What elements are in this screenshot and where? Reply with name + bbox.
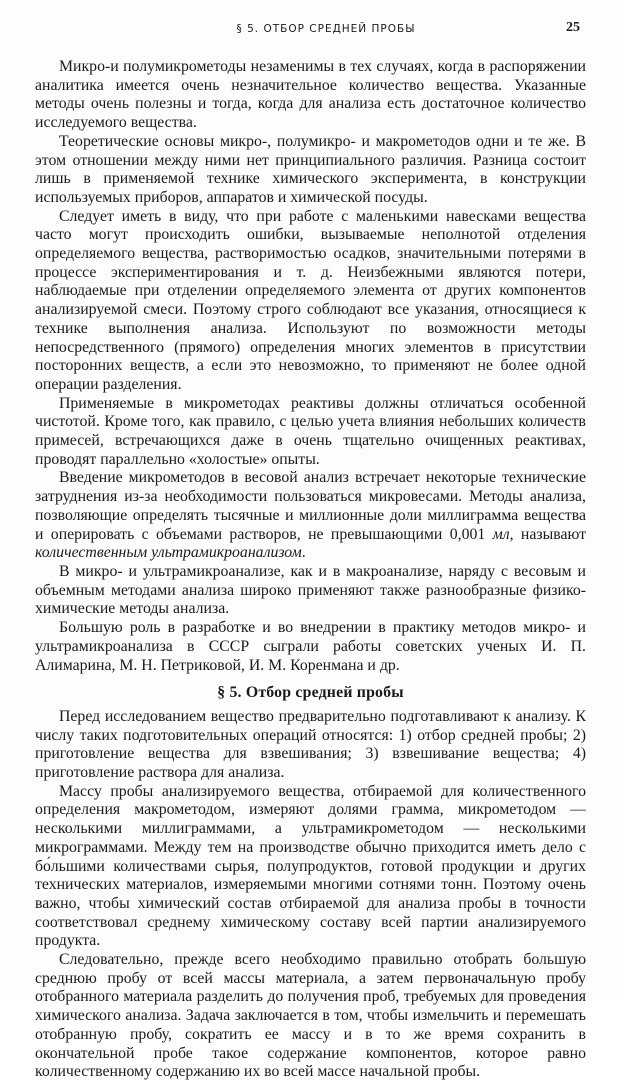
paragraph-preparation: Перед исследованием вещество предварительно подготавливают к анализу. К числу таких подготовительных операций относятся: 1) отбор средней пробы; 2) приготовление вещества для взвешивания; 3) взвешивание вещества; 4) приготовление раствора для анализа. <box>35 707 586 782</box>
page-number: 25 <box>566 20 580 35</box>
section-heading: § 5. Отбор средней пробы <box>217 684 404 702</box>
ultramicro-mid: , называют <box>509 525 586 543</box>
paragraph-sampling-procedure: Следовательно, прежде всего необходимо правильно отобрать большую среднюю пробу от всей массы материала, а затем первоначальную пробу отобранного материала разделить до получения проб, требуемых для проведения химического анализа. Задача заключается в том, чтобы измельчить и перемешать отобранную пробу, сократить ее массу и в то же время сохранить в окончательной пробе такое содержание компонентов, которое равно количественному содержанию их во всей массе начальной пробы. <box>35 951 586 1081</box>
paragraph-soviet-scientists: Большую роль в разработке и во внедрении в практику методов микро- и ультрамикроанализа в СССР сыграли работы советских ученых И. П. Алимарина, М. Н. Петриковой, И. М. Коренмана и др. <box>35 619 586 674</box>
page-body <box>35 58 586 1082</box>
running-title: § 5. ОТБОР СРЕДНЕЙ ПРОБЫ <box>236 23 416 35</box>
ultramicro-end: . <box>301 544 306 562</box>
paragraph-small-samples: Следует иметь в виду, что при работе с маленькими навесками вещества часто могут происходить ошибки, вызываемые неполнотой отделения определяемого вещества, растворимостью осадков, значительными потерями в процессе экспериментирования и т. д. Неизбежными являются потери, наблюдаемые при отделении определяемого элемента от других компонентов анализируемой смеси. Поэтому строго соблюдают все указания, относящиеся к технике выполнения анализа. Используют по возможности методы непосредственного (прямого) определения многих элементов в присутствии посторонних веществ, а если это невозможно, то применяют не более одной операции разделения. <box>35 207 586 393</box>
paragraph-theoretical-basis: Теоретические основы микро-, полумикро- и макрометодов одни и те же. В этом отношении между ними нет принципиального различия. Разница состоит лишь в применяемой технике химического эксперимента, в конструкции используемых приборов, аппаратов и химической посуды. <box>35 132 586 206</box>
paragraph-physchem-methods: В микро- и ультрамикроанализе, как и в макроанализе, наряду с весовым и объемным методами анализа широко применяют также разнообразные физико-химические методы анализа. <box>35 562 586 618</box>
paragraph-sample-mass: Массу пробы анализируемого вещества, отбираемой для количественного определения макрометодом, измеряют долями грамма, микрометодом — несколькими миллиграммами, а ультрамикрометодом — несколькими микрограммами. Между тем на производстве обычно приходится иметь дело с бо́льшими количествами сырья, полупродуктов, готовой продукции и других технических материалов, измеряемыми многими сотнями тонн. Поэтому очень важно, чтобы химический состав отбираемой для анализа пробы в точности соответствовал среднему химическому составу всей партии анализируемого продукта. <box>35 782 586 950</box>
paragraph-reagents: Применяемые в микрометодах реактивы должны отличаться особенной чистотой. Кроме того, как правило, с целью учета влияния небольших количеств примесей, встречающихся даже в очень тщательно очищенных реактивах, проводят параллельно «холостые» опыты. <box>35 394 586 468</box>
paragraph-micro-methods: Микро-и полумикрометоды незаменимы в тех случаях, когда в распоряжении аналитика имеется очень незначительное количество вещества. Указанные методы очень полезны и тогда, когда для анализа есть достаточное количество исследуемого вещества. <box>35 58 586 132</box>
ultramicro-term: количественным ультрамикроанализом <box>35 544 302 562</box>
unit-ml: мл <box>492 525 510 543</box>
ultramicro-text: Введение микрометодов в весовой анализ встречает некоторые технические затруднения из-за необходимости пользоваться микровесами. Методы анализа, позволяющие определять тысячные и миллионные доли миллиграмма вещества и оперировать с объемами растворов, не превышающими 0,001 <box>35 469 586 543</box>
running-header <box>30 22 592 40</box>
paragraph-ultramicroanalysis <box>35 469 586 563</box>
